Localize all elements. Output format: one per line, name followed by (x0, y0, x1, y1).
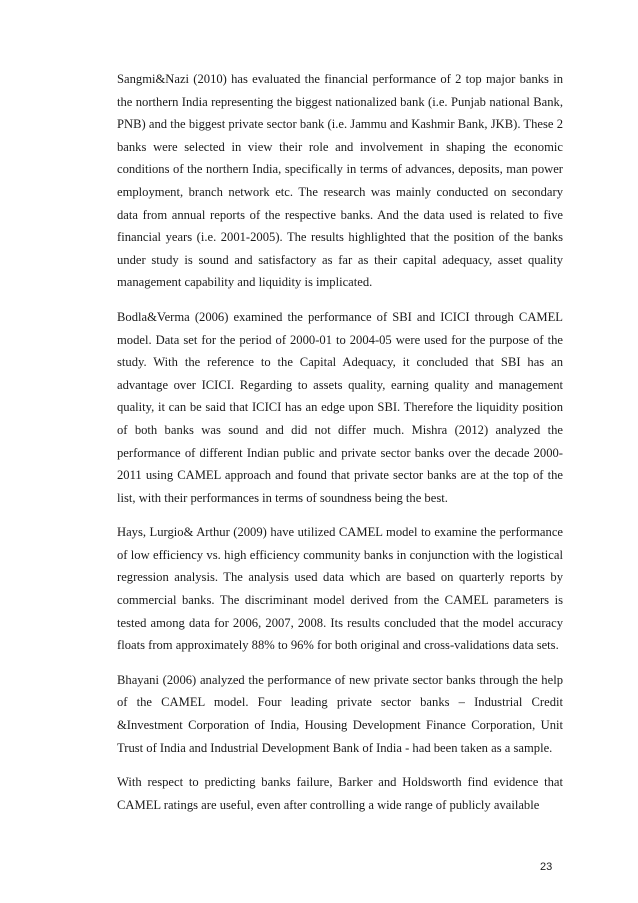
paragraph-barker-holdsworth: With respect to predicting banks failure, Barker and Holdsworth find evidence that CAMEL ratings are useful, even after controlling a wide range of publicly available (117, 775, 563, 812)
body-text (117, 68, 563, 828)
paragraph-bodla-verma: Bodla&Verma (2006) examined the performance of SBI and ICICI through CAMEL model. Data set for the period of 2000-01 to 2004-05 were used for the purpose of the study. With the reference to the Capital Adequacy, it concluded that SBI has an advantage over ICICI. Regarding to assets quality, earning quality and management quality, it can be said that ICICI has an edge upon SBI. Therefore the liquidity position of both banks was sound and did not differ much. Mishra (2012) analyzed the performance of different Indian public and private sector banks over the decade 2000-2011 using CAMEL approach and found that private sector banks are at the top of the list, with their performances in terms of soundness being the best. (117, 309, 563, 505)
page-number: 23 (540, 861, 553, 873)
paragraph-sangmi-nazi: Sangmi&Nazi (2010) has evaluated the financial performance of 2 top major banks in the northern India representing the biggest nationalized bank (i.e. Punjab national Bank, PNB) and the biggest private sector bank (i.e. Jammu and Kashmir Bank, JKB). These 2 banks were selected in view their role and involvement in shaping the economic conditions of the northern India, specifically in terms of advances, deposits, man power employment, branch network etc. The research was mainly conducted on secondary data from annual reports of the respective banks. And the data used is related to five financial years (i.e. 2001-2005). The results highlighted that the position of the banks under study is sound and satisfactory as far as their capital adequacy, asset quality management capability and liquidity is implicated. (117, 72, 563, 290)
paragraph-hays-lurgio-arthur: Hays, Lurgio& Arthur (2009) have utilized CAMEL model to examine the performance of low efficiency vs. high efficiency community banks in conjunction with the logistical regression analysis. The analysis used data which are based on quarterly reports by commercial banks. The discriminant model derived from the CAMEL parameters is tested among data for 2006, 2007, 2008. Its results concluded that the model accuracy floats from approximately 88% to 96% for both original and cross-validations data sets. (117, 525, 563, 653)
paragraph-bhayani: Bhayani (2006) analyzed the performance of new private sector banks through the help of the CAMEL model. Four leading private sector banks – Industrial Credit &Investment Corporation of India, Housing Development Finance Corporation, Unit Trust of India and Industrial Development Bank of India - had been taken as a sample. (117, 672, 563, 755)
